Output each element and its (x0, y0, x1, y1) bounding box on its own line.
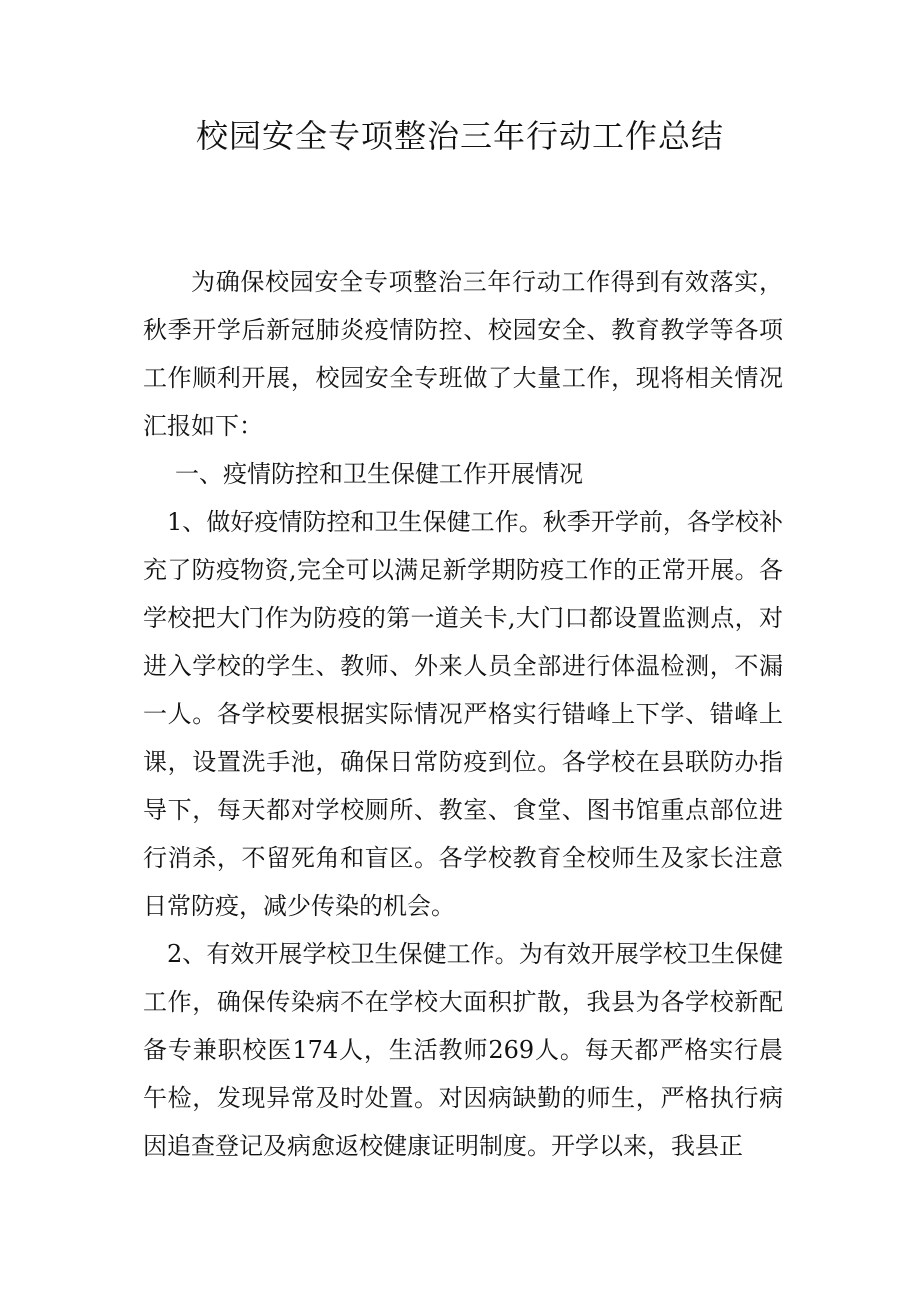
section-heading-1: 一、疫情防控和卫生保健工作开展情况 (175, 460, 583, 488)
document-body (143, 258, 783, 1170)
document-title: 校园安全专项整治三年行动工作总结 (195, 117, 724, 155)
paragraph-item-1: 1、做好疫情防控和卫生保健工作。秋季开学前，各学校补充了防疫物资,完全可以满足新学期防疫工作的正常开展。各学校把大门作为防疫的第一道关卡,大门口都设置监测点，对进入学校的学生、教师、外来人员全部进行体温检测，不漏一人。各学校要根据实际情况严格实行错峰上下学、错峰上课，设置洗手池，确保日常防疫到位。各学校在县联防办指导下，每天都对学校厕所、教室、食堂、图书馆重点部位进行消杀，不留死角和盲区。各学校教育全校师生及家长注意日常防疫，减少传染的机会。 (143, 508, 783, 920)
intro-paragraph: 为确保校园安全专项整治三年行动工作得到有效落实，秋季开学后新冠肺炎疫情防控、校园安全、教育教学等各项工作顺利开展，校园安全专班做了大量工作，现将相关情况汇报如下： (143, 268, 783, 440)
paragraph-item-2: 2、有效开展学校卫生保健工作。为有效开展学校卫生保健工作，确保传染病不在学校大面积扩散，我县为各学校新配备专兼职校医174人，生活教师269人。每天都严格实行晨午检，发现异常及时处置。对因病缺勤的师生，严格执行病因追查登记及病愈返校健康证明制度。开学以来，我县正 (143, 940, 783, 1160)
